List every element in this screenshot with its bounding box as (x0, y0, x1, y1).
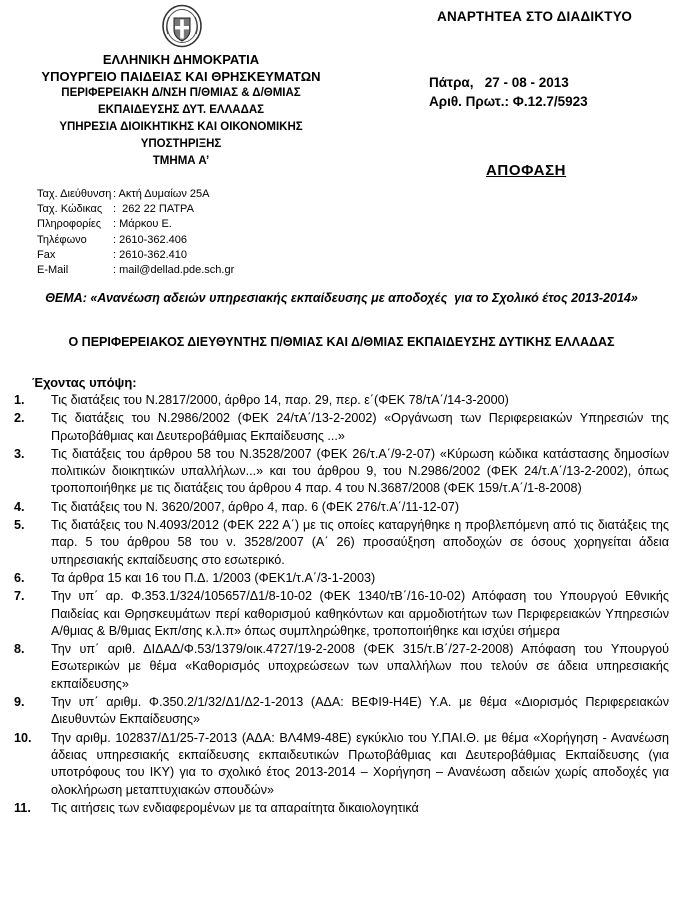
contact-details (37, 187, 234, 278)
contact-label: Ταχ. Διεύθυνση (37, 188, 112, 200)
item-number: 10. (14, 730, 32, 745)
list-item (14, 517, 669, 569)
list-item (14, 570, 669, 587)
legal-basis-list (14, 392, 669, 818)
contact-row (37, 233, 234, 248)
authority-line: ΥΠΗΡΕΣΙΑ ΔΙΟΙΚΗΤΙΚΗΣ ΚΑΙ ΟΙΚΟΝΟΜΙΚΗΣ (59, 121, 303, 133)
contact-value: : 2610-362.410 (113, 248, 188, 261)
contact-value: : 2610-362.406 (113, 233, 188, 246)
item-text: Τις διατάξεις του Ν.2986/2002 (ΦΕΚ 24/τΑ΄/13-2-2002) «Οργάνωση των Περιφερειακών Υπηρεσιών της Πρωτοβάθμιας και Δευτεροβάθμιας Εκπαίδευσης ...» (51, 411, 669, 443)
date-line: Πάτρα, 27 - 08 - 2013 (429, 75, 569, 90)
item-number: 4. (14, 499, 25, 514)
list-item (14, 446, 669, 498)
item-number: 7. (14, 589, 25, 604)
contact-value: : Ακτή Δυμαίων 25Α (113, 188, 210, 200)
contact-value: : 262 22 ΠΑΤΡΑ (113, 203, 194, 216)
authority-line: ΕΛΛΗΝΙΚΗ ΔΗΜΟΚΡΑΤΙΑ (102, 52, 260, 67)
item-text: Τις διατάξεις του Ν. 3620/2007, άρθρο 4, παρ. 6 (ΦΕΚ 276/τ.Α΄/11-12-07) (51, 499, 460, 514)
contact-label: E-Mail (37, 264, 69, 277)
item-text: Τις διατάξεις του άρθρου 58 του Ν.3528/2007 (ΦΕΚ 26/τ.Α΄/9-2-07) «Κύρωση κώδικα κατάστασης δημοσίων πολιτικών διοικητικών υπαλλήλων...» και του άρθρου 9, του Ν.2986/2002 (ΦΕΚ 24/τ.Α΄/13-2-2002), όπως τροποποιήθηκε με τις διατάξεις του άρθρου 4 παρ. 4 του Ν.3687/2008 (ΦΕΚ 159/τ.Α΄/1-8-2008) (51, 446, 669, 496)
list-item (14, 641, 669, 693)
considering-heading: Έχοντας υπόψη: (32, 375, 137, 390)
list-item (14, 410, 669, 445)
contact-row (37, 202, 234, 217)
item-number: 11. (14, 800, 31, 815)
item-text: Την υπ΄ αριθ. ΔΙΔΑΔ/Φ.53/1379/οικ.4727/19-2-2008 (ΦΕΚ 315/τ.Β΄/27-2-2008) Απόφαση του Υπουργού Εσωτερικών με θέμα «Καθορισμός υποχρεώσεων των υπαλλήλων που τελούν σε άδεια υπηρεσιακής εκπαίδευσης» (51, 642, 669, 691)
contact-label: Πληροφορίες (37, 218, 102, 231)
item-text: Τις διατάξεις του Ν.2817/2000, άρθρο 14, παρ. 29, περ. ε΄(ΦΕΚ 78/τΑ΄/14-3-2000) (51, 393, 509, 407)
item-text: Τις διατάξεις του Ν.4093/2012 (ΦΕΚ 222 Α΄) με τις οποίες καταργήθηκε η προβλεπόμενη από τις διατάξεις της παρ. 5 του άρθρου 58 του ν. 3528/2007 (Α΄ 26) προσαύξηση αποδοχών σε όσους χορηγείται άδεια υπηρεσιακής εκπαίδευσης στο εσωτερικό. (51, 518, 669, 567)
greek-republic-emblem-icon (161, 4, 203, 48)
contact-row (37, 217, 234, 232)
item-number: 9. (14, 695, 25, 710)
item-text: Τις αιτήσεις των ενδιαφερομένων με τα απαραίτητα δικαιολογητικά (51, 800, 419, 815)
item-text: Τα άρθρα 15 και 16 του Π.Δ. 1/2003 (ΦΕΚ1/τ.Α΄/3-1-2003) (51, 570, 376, 585)
item-text: Την υπ΄ αρ. Φ.353.1/324/105657/Δ1/8-10-02 (ΦΕΚ 1340/τΒ΄/16-10-02) Απόφαση του Υπουργού Εθνικής Παιδείας και Θρησκευμάτων περί καθορισμού καθηκόντων και αρμοδιοτήτων των Περιφερειακών Υπηρεσιών Α/θμιας & Β/θμιας Εκπ/σης κ.λ.π» όπως συμπληρώθηκε, τροποποιήθηκε και ισχύει σήμερα (51, 589, 669, 638)
contact-label: Τηλέφωνο (37, 233, 87, 246)
item-number: 3. (14, 446, 25, 461)
contact-value: : Μάρκου Ε. (113, 218, 172, 231)
authority-line: ΠΕΡΙΦΕΡΕΙΑΚΗ Δ/ΝΣΗ Π/ΘΜΙΑΣ & Δ/ΘΜΙΑΣ (61, 87, 301, 99)
contact-row (37, 248, 234, 263)
director-heading: Ο ΠΕΡΙΦΕΡΕΙΑΚΟΣ ΔΙΕΥΘΥΝΤΗΣ Π/ΘΜΙΑΣ ΚΑΙ Δ/ΘΜΙΑΣ ΕΚΠΑΙΔΕΥΣΗΣ ΔΥΤΙΚΗΣ ΕΛΛΑΔΑΣ (68, 335, 615, 349)
issuing-authority (32, 51, 330, 170)
list-item (14, 800, 669, 817)
decision-title: ΑΠΟΦΑΣΗ (486, 162, 567, 179)
list-item (14, 392, 669, 409)
item-text: Την αριθμ. 102837/Δ1/25-7-2013 (ΑΔΑ: ΒΛ4Μ9-48Ε) εγκύκλιο του Υ.ΠΑΙ.Θ. με θέμα «Χορήγηση - Ανανέωση άδειας υπηρεσιακής εκπαίδευσης εκπαιδευτικών Πρωτοβάθμιας και Δευτεροβάθμιας Εκπαίδευσης (για υποτρόφους του ΙΚΥ) για το σχολικό έτος 2013-2014 – Χορήγηση – Ανανέωση αδειών χωρίς αποδοχές για ολοκλήρωση μεταπτυχιακών σπουδών» (51, 730, 669, 797)
contact-label: Fax (37, 248, 56, 261)
item-text: Την υπ΄ αριθμ. Φ.350.2/1/32/Δ1/Δ2-1-2013 (ΑΔΑ: ΒΕΦΙ9-Η4Ε) Υ.Α. με θέμα «Διορισμός Περιφερειακών Διευθυντών Εκπαίδευσης» (51, 695, 669, 727)
list-item (14, 694, 669, 729)
item-number: 6. (14, 570, 25, 585)
protocol-number: Αριθ. Πρωτ.: Φ.12.7/5923 (429, 94, 588, 109)
contact-label: Ταχ. Κώδικας (37, 203, 103, 216)
item-number: 8. (14, 642, 25, 657)
list-item (14, 588, 669, 640)
item-number: 5. (14, 518, 25, 533)
contact-row (37, 187, 234, 202)
authority-line: ΥΠΟΥΡΓΕΙΟ ΠΑΙΔΕΙΑΣ ΚΑΙ ΘΡΗΣΚΕΥΜΑΤΩΝ (41, 69, 321, 84)
contact-value: : mail@dellad.pde.sch.gr (113, 264, 235, 277)
publish-online-notice: ΑΝΑΡΤΗΤΕΑ ΣΤΟ ΔΙΑΔΙΚΤΥΟ (437, 9, 633, 24)
authority-line: ΤΜΗΜΑ Α’ (152, 155, 210, 167)
contact-row (37, 263, 234, 278)
item-number: 1. (14, 393, 25, 407)
authority-line: ΕΚΠΑΙΔΕΥΣΗΣ ΔΥΤ. ΕΛΛΑΔΑΣ (97, 104, 265, 116)
subject-line: ΘΕΜΑ: «Ανανέωση αδειών υπηρεσιακής εκπαίδευσης με αποδοχές για το Σχολικό έτος 2013-2014» (45, 291, 638, 305)
date-protocol-block (429, 73, 588, 111)
list-item (14, 730, 669, 799)
item-number: 2. (14, 411, 25, 426)
list-item (14, 499, 669, 516)
authority-line: ΥΠΟΣΤΗΡΙΞΗΣ (140, 138, 222, 150)
